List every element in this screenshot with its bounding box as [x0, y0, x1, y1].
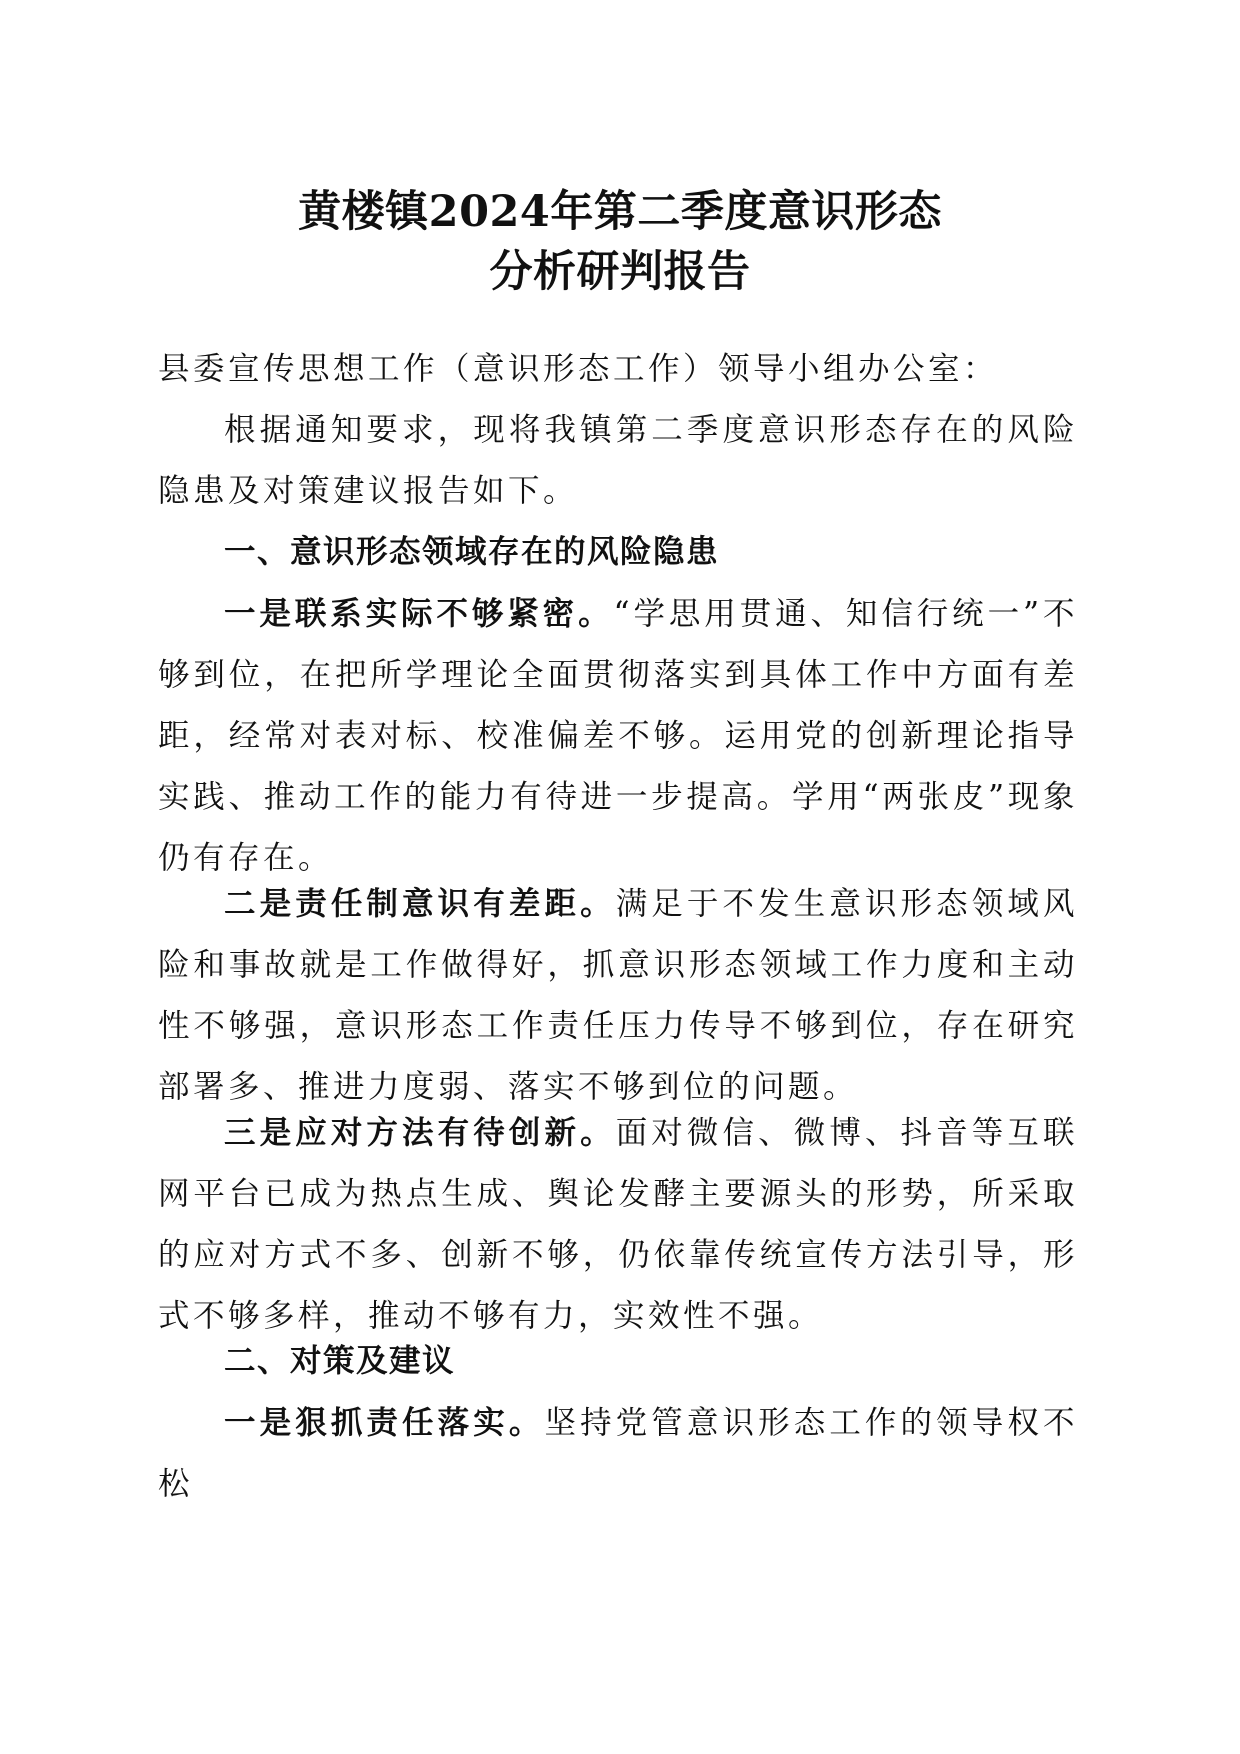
section-1-item-1-text: “学思用贯通、知信行统一”不够到位，在把所学理论全面贯彻落实到具体工作中方面有差距，经常对表对标、校准偏差不够。运用党的创新理论指导实践、推动工作的能力有待进一步提高。学用“两张皮”现象仍有存在。	[158, 596, 1078, 876]
section-1-item-2	[158, 873, 1078, 1118]
section-2-item-1-lead: 一是狠抓责任落实。	[224, 1404, 545, 1441]
section-2-item-1-text: 坚持党管意识形态工作的领导权不松	[158, 1405, 1078, 1502]
section-2-item-1	[158, 1392, 1078, 1515]
document-title-line-1: 黄楼镇2024年第二季度意识形态	[298, 187, 942, 237]
section-1-item-2-text: 满足于不发生意识形态领域风险和事故就是工作做得好，抓意识形态领域工作力度和主动性不够强，意识形态工作责任压力传导不够到位，存在研究部署多、推进力度弱、落实不够到位的问题。	[158, 886, 1078, 1105]
salutation: 县委宣传思想工作（意识形态工作）领导小组办公室：	[158, 351, 999, 387]
section-1-item-3	[158, 1102, 1078, 1347]
section-2-heading: 二、对策及建议	[224, 1343, 456, 1379]
section-1-item-3-text: 面对微信、微博、抖音等互联网平台已成为热点生成、舆论发酵主要源头的形势，所采取的应对方式不多、创新不够，仍依靠传统宣传方法引导，形式不够多样，推动不够有力，实效性不强。	[158, 1115, 1078, 1334]
section-1-item-1-lead: 一是联系实际不够紧密。	[224, 595, 614, 632]
section-1-item-2-lead: 二是责任制意识有差距。	[224, 885, 616, 922]
document-title-line-2: 分析研判报告	[489, 247, 751, 297]
intro-paragraph: 根据通知要求，现将我镇第二季度意识形态存在的风险隐患及对策建议报告如下。	[158, 412, 1078, 509]
section-1-heading: 一、意识形态领域存在的风险隐患	[224, 534, 720, 570]
section-1-item-3-lead: 三是应对方法有待创新。	[224, 1114, 616, 1151]
section-1-item-1	[158, 583, 1078, 889]
